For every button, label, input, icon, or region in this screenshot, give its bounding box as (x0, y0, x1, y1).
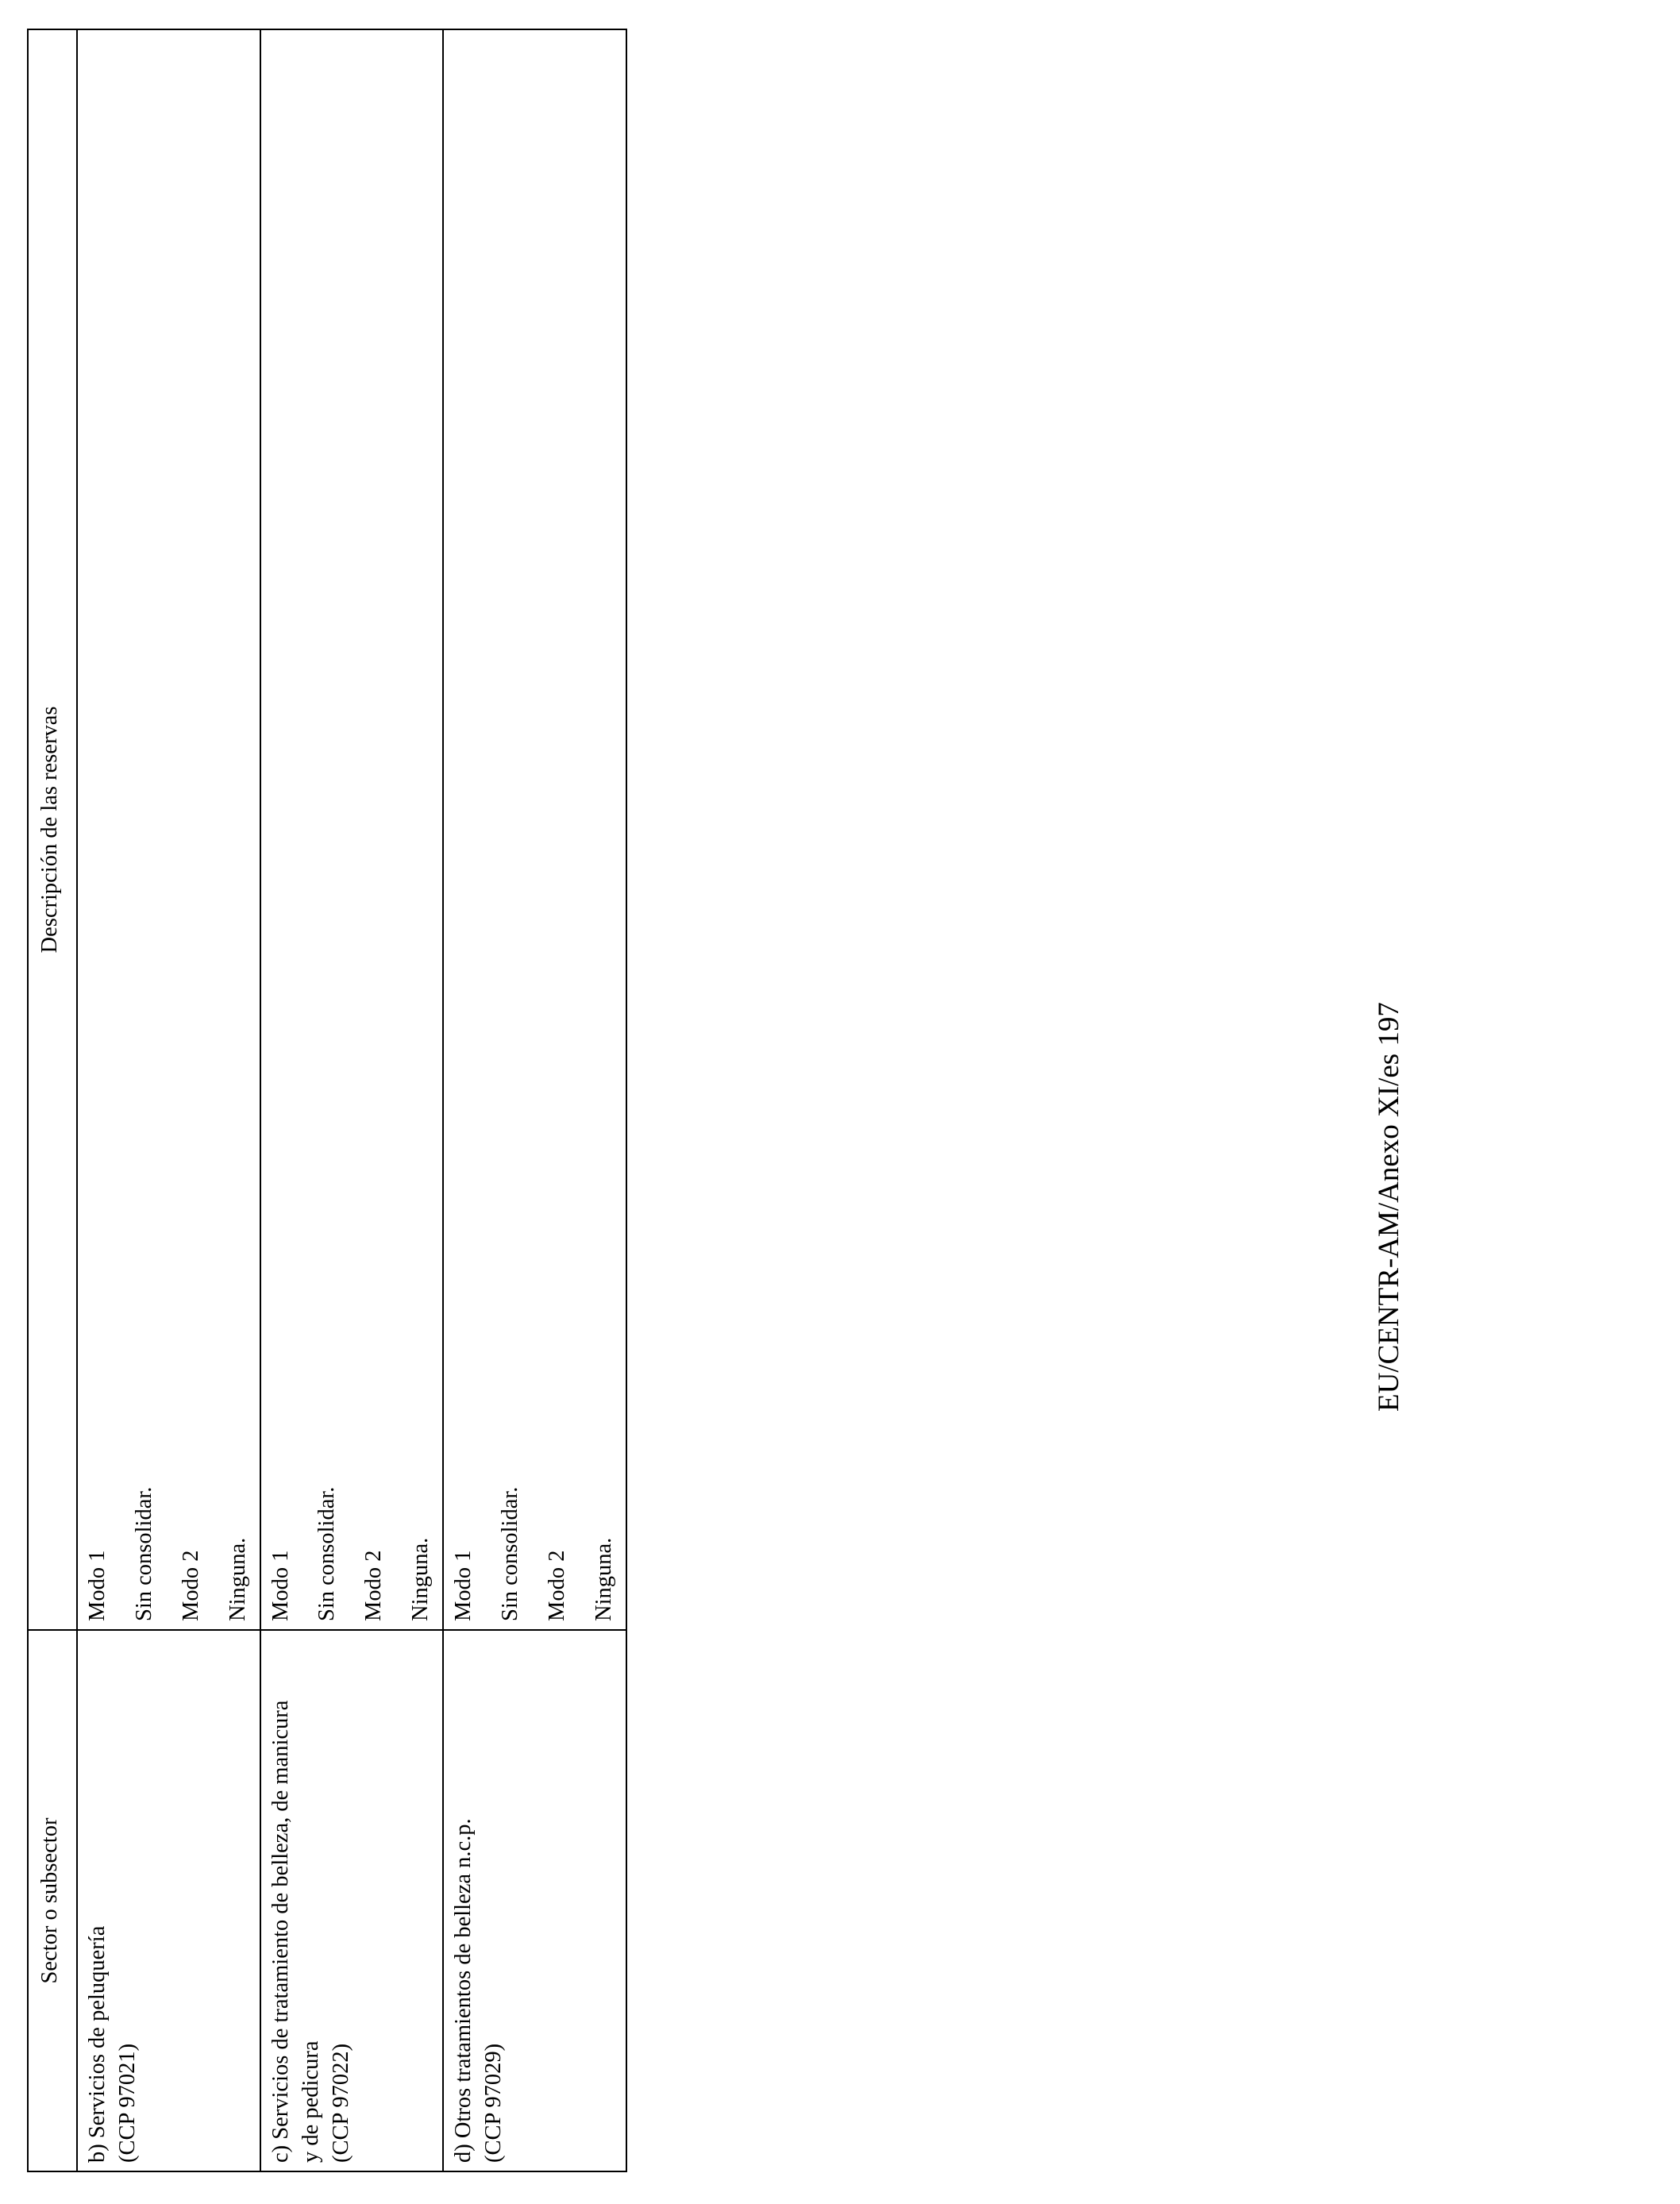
mode-reservation: Ninguna. (225, 1537, 250, 1621)
sector-name-continued: y de pedicura (298, 2040, 323, 2163)
sector-code: (CCP 97029) (481, 2043, 507, 2163)
sector-header: Sector o subsector (28, 1630, 77, 2171)
sector-code: (CCP 97022) (328, 2043, 353, 2163)
sector-cell (443, 1630, 626, 2171)
sector-cell (260, 1630, 444, 2171)
mode-reservation: Sin consolidar. (131, 1486, 156, 1621)
table-row (77, 29, 260, 2171)
mode-reservation: Sin consolidar. (314, 1486, 340, 1621)
mode-label: Modo 2 (178, 1550, 203, 1621)
mode-label: Modo 2 (361, 1550, 387, 1621)
mode-label: Modo 1 (451, 1550, 476, 1621)
description-cell (77, 29, 260, 1630)
sector-code: (CCP 97021) (115, 2043, 140, 2163)
description-cell (260, 29, 444, 1630)
mode-label: Modo 1 (268, 1550, 293, 1621)
table-row (443, 29, 626, 2171)
mode-reservation: Sin consolidar. (498, 1486, 523, 1621)
table-row (260, 29, 444, 2171)
description-cell (443, 29, 626, 1630)
mode-label: Modo 1 (85, 1550, 110, 1621)
sector-name: b) Servicios de peluquería (85, 1925, 110, 2163)
table-header-row (28, 29, 77, 2171)
document-reference: EU/CENTR-AM/Anexo XI/es 197 (1373, 1002, 1405, 1412)
description-header: Descripción de las reservas (28, 29, 77, 1630)
sector-name: d) Otros tratamientos de belleza n.c.p. (451, 1818, 476, 2163)
page-footer (1372, 0, 1406, 2204)
reservations-table (27, 29, 627, 2172)
mode-reservation: Ninguna. (591, 1537, 616, 1621)
mode-label: Modo 2 (544, 1550, 569, 1621)
sector-cell (77, 1630, 260, 2171)
mode-reservation: Ninguna. (408, 1537, 433, 1621)
sector-name: c) Servicios de tratamiento de belleza, de manicura (268, 1700, 293, 2163)
